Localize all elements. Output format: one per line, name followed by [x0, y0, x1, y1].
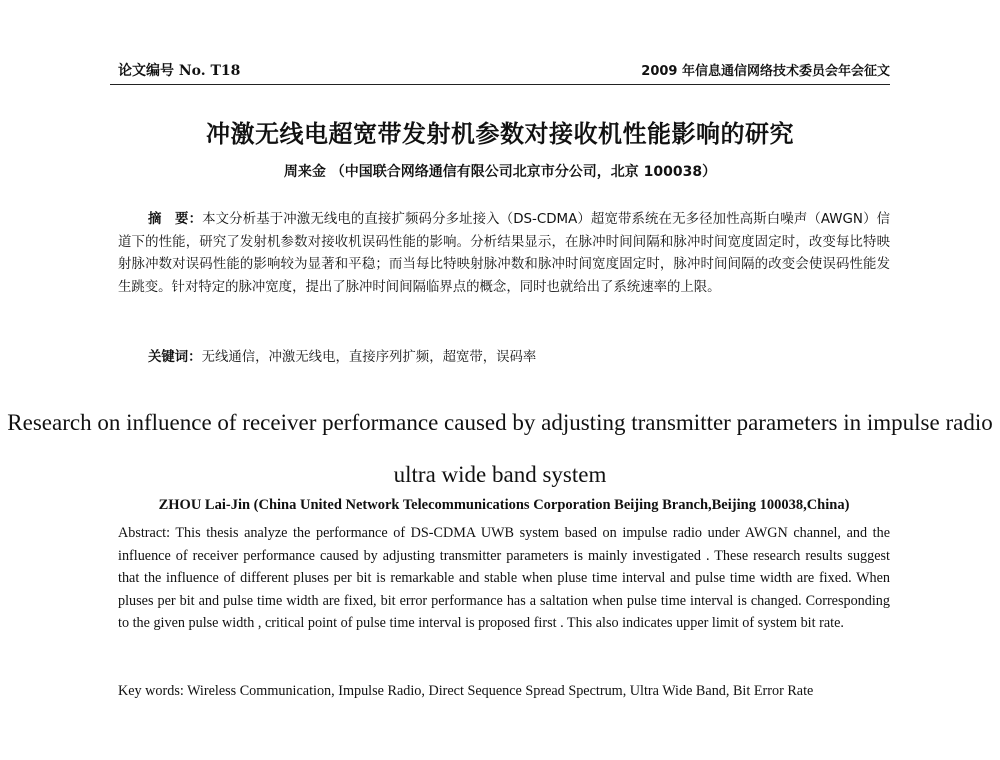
paper-number: 论文编号 No. T18 — [118, 63, 241, 79]
english-keywords-text: Wireless Communication, Impulse Radio, Direct Sequence Spread Spectrum, Ultra Wide Band, Bit Error Rate — [187, 683, 814, 699]
chinese-keywords-label: 关键词： — [148, 350, 202, 365]
chinese-abstract-text: 本文分析基于冲激无线电的直接扩频码分多址接入（DS-CDMA）超宽带系统在无多径加性高斯白噪声（AWGN）信道下的性能，研究了发射机参数对接收机误码性能的影响。分析结果显示，在脉冲时间间隔和脉冲时间宽度固定时，改变每比特映射脉冲数对误码性能的影响较为显著和平稳；而当每比特映射脉冲数和脉冲时间宽度固定时，脉冲时间间隔的改变会使误码性能发生跳变。针对特定的脉冲宽度，提出了脉冲时间间隔临界点的概念，同时也就给出了系统速率的上限。 — [118, 212, 890, 296]
conference-name: 2009 年信息通信网络技术委员会年会征文 — [641, 64, 890, 79]
english-keywords — [118, 680, 890, 703]
chinese-keywords — [148, 346, 888, 365]
english-author-line: ZHOU Lai-Jin (China United Network Telecommunications Corporation Beijing Branch,Beijing 100038,China) — [158, 497, 850, 513]
english-abstract-label: Abstract: — [118, 525, 171, 541]
english-abstract — [118, 522, 890, 635]
chinese-abstract — [118, 209, 890, 300]
english-keywords-label: Key words: — [118, 683, 184, 699]
chinese-keywords-text: 无线通信，冲激无线电，直接序列扩频，超宽带，误码率 — [201, 350, 537, 365]
chinese-title: 冲激无线电超宽带发射机参数对接收机性能影响的研究 — [206, 120, 794, 148]
english-title: Research on influence of receiver performance caused by adjusting transmitter parameters in impulse radio ultra wide band system — [7, 410, 993, 487]
chinese-author-line: 周来金 （中国联合网络通信有限公司北京市分公司，北京 100038） — [283, 164, 717, 180]
english-abstract-text: This thesis analyze the performance of DS-CDMA UWB system based on impulse radio under AWGN channel, and the influence of receiver performance caused by adjusting transmitter parameters is mainly investigated . These research results suggest that the influence of different pluses per bit is remarkable and stable when pluse time interval and pulse time width are fixed. When pluses per bit and pulse time width are fixed, bit error performance has a saltation when pulse time interval is changed. Corresponding to the given pulse width , critical point of pulse time interval is proposed first . This also indicates upper limit of system bit rate. — [118, 525, 890, 631]
header-divider — [110, 84, 890, 85]
chinese-abstract-label: 摘 要： — [148, 212, 203, 227]
